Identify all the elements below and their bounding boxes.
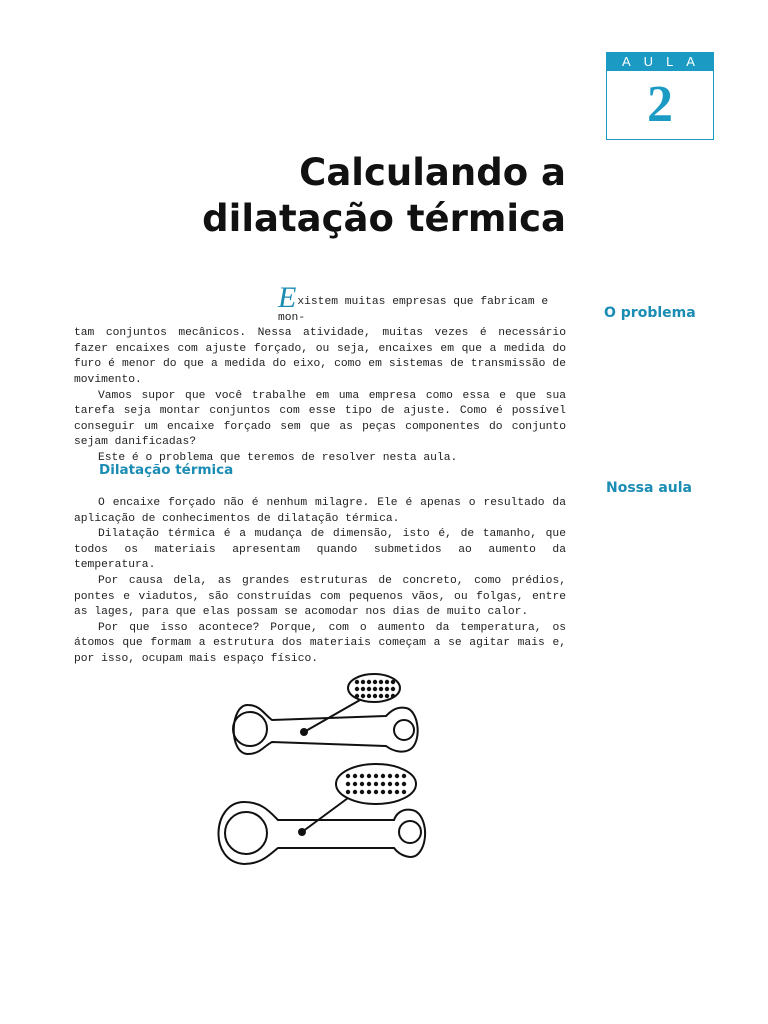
sidebar-heading-problema: O problema	[604, 305, 696, 321]
section-text	[74, 496, 566, 668]
section-paragraph-3: Por causa dela, as grandes estruturas de concreto, como prédios, pontes e viadutos, são construídas com pequenos vãos, ou folgas, entre as lages, para que elas possam se acomodar nos dias de muito calor.	[74, 574, 566, 619]
dilatation-illustration	[200, 662, 440, 880]
section-paragraph-2: Dilatação térmica é a mudança de dimensão, isto é, de tamanho, que todos os materiais apresentam quando submetidos ao aumento da temperatura.	[74, 528, 566, 572]
intro-paragraph-2: Vamos supor que você trabalhe em uma empresa como essa e que sua tarefa seja montar conjuntos com esse tipo de ajuste. Como é possível conseguir um encaixe forçado sem que as peças componentes do conjunto sejam danificadas?	[74, 389, 566, 449]
intro-first-line	[74, 281, 566, 326]
section-paragraph-4: Por que isso acontece? Porque, com o aumento da temperatura, os átomos que formam a estrutura dos materiais começam a se agitar mais e, por isso, ocupam mais espaço físico.	[74, 621, 566, 665]
intro-first-line-text: xistem muitas empresas que fabricam e mon-	[278, 296, 549, 324]
intro-paragraph-1: tam conjuntos mecânicos. Nessa atividade, muitas vezes é necessário fazer encaixes com ajuste forçado, ou seja, encaixes em que a medida do furo é menor do que a medida do eixo, como em sistemas de transmissão de movimento.	[74, 327, 566, 386]
cold-atoms	[355, 680, 395, 698]
title-line-2: dilatação térmica	[202, 197, 566, 240]
intro-paragraph-3: Este é o problema que teremos de resolver nesta aula.	[98, 451, 458, 464]
section-heading: Dilatação térmica	[99, 462, 234, 478]
sidebar-heading-nossa-aula: Nossa aula	[606, 480, 692, 496]
cold-wrench-figure	[233, 674, 418, 754]
drop-cap: E	[278, 281, 297, 314]
aula-number: 2	[647, 76, 673, 133]
section-paragraph-1: O encaixe forçado não é nenhum milagre. Ele é apenas o resultado da aplicação de conhecimentos de dilatação térmica.	[74, 497, 566, 525]
intro-text	[74, 281, 566, 467]
aula-badge	[606, 52, 714, 140]
title-line-1: Calculando a	[299, 151, 566, 194]
aula-label: AULA	[607, 53, 713, 71]
page-title	[160, 150, 566, 242]
hot-wrench-figure	[218, 764, 425, 864]
hot-atoms	[346, 774, 406, 794]
